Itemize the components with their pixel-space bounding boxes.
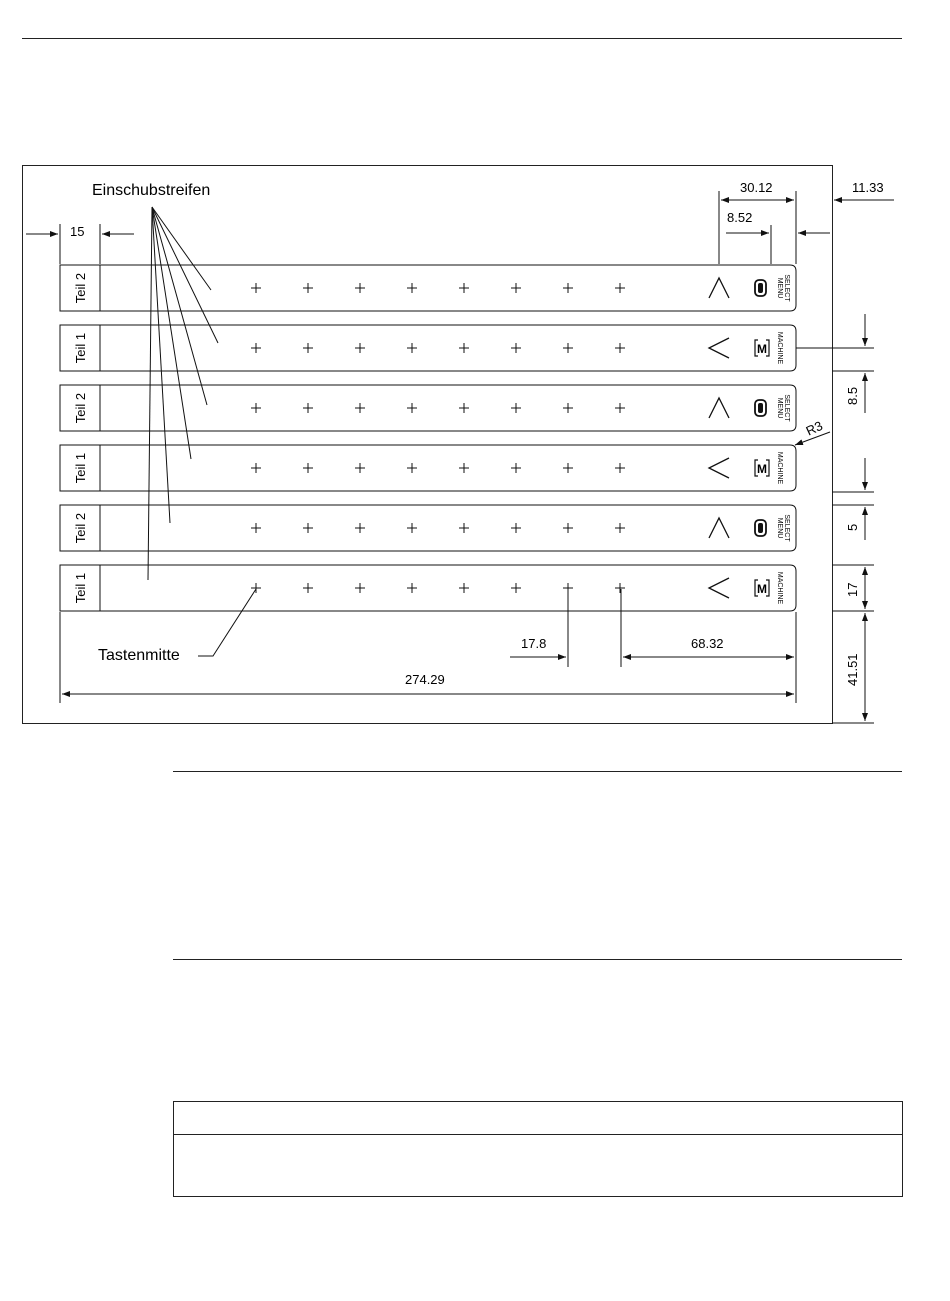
key-center-mark [251,523,261,533]
callout-strip-leaders [148,207,218,580]
strip-outline [60,505,796,551]
key-center-mark [563,463,573,473]
empty-table-header [174,1102,902,1135]
key-center-mark [251,343,261,353]
dim-5-text: 5 [845,523,860,531]
icon-caption: MENU [776,517,783,539]
machine-icon-glyph: M [757,342,767,356]
key-center-mark [355,283,365,293]
strip-label: Teil 1 [73,572,88,604]
callout-key-leader [198,589,256,656]
key-center-mark [615,343,625,353]
dim-17-8-text: 17.8 [521,636,547,651]
key-center-mark [615,283,625,293]
strip [60,385,796,431]
strip [60,445,796,491]
key-center-mark [303,463,313,473]
icon-caption: MACHINE [776,451,783,485]
key-center-mark [355,403,365,413]
callout-strip-label: Einschubstreifen [92,182,211,199]
dim-30-12-text: 30.12 [740,180,773,195]
caret-up-icon [709,518,729,538]
key-center-mark [459,463,469,473]
key-center-mark [407,583,417,593]
dim-11-33-text: 11.33 [852,180,884,195]
menu-select-icon [755,520,766,536]
key-center-mark [303,343,313,353]
icon-caption: MACHINE [776,571,783,605]
dim-15-text: 15 [70,224,85,239]
dim-68-32-text: 68.32 [691,636,724,651]
dim-274-29-text: 274.29 [405,672,445,687]
menu-select-icon [755,280,766,296]
strip-label: Teil 2 [73,392,88,424]
strip-outline [60,325,796,371]
key-center-mark [303,403,313,413]
machine-icon [755,340,769,356]
dim-r3-text: R3 [803,417,825,439]
dim-17-text: 17 [845,582,860,597]
strip-label: Teil 2 [73,272,88,304]
machine-icon [755,460,769,476]
key-center-mark [355,523,365,533]
key-center-mark [459,403,469,413]
callout-key-label: Tastenmitte [98,647,180,664]
icon-caption: MENU [776,397,783,419]
dim-8-52-text: 8.52 [727,210,753,225]
strip-outline [60,565,796,611]
key-center-mark [251,283,261,293]
key-center-mark [615,403,625,413]
key-center-mark [251,463,261,473]
key-center-mark [459,583,469,593]
strip-label: Teil 2 [73,512,88,544]
key-center-mark [407,463,417,473]
key-center-mark [407,283,417,293]
strip-label: Teil 1 [73,332,88,364]
strip [60,505,796,551]
key-center-mark [563,283,573,293]
icon-caption: SELECT [783,274,790,302]
key-center-mark [355,583,365,593]
icon-caption: MACHINE [776,331,783,365]
strip-label: Teil 1 [73,452,88,484]
icon-caption: SELECT [783,514,790,542]
empty-table [173,1101,903,1197]
strip-outline [60,385,796,431]
strip [60,565,796,611]
dim-8-5-text: 8.5 [845,386,860,405]
key-center-mark [511,283,521,293]
caret-up-icon [709,278,729,298]
key-center-mark [563,403,573,413]
key-center-mark [407,523,417,533]
key-center-mark [615,583,625,593]
key-center-mark [355,343,365,353]
section-rule-1 [173,771,902,772]
key-center-mark [563,343,573,353]
caret-left-icon [709,338,729,358]
key-center-mark [303,523,313,533]
machine-icon [755,580,769,596]
key-center-mark [511,463,521,473]
dim-11-33 [798,200,894,233]
menu-select-icon [755,400,766,416]
machine-icon-glyph: M [757,582,767,596]
key-center-mark [355,463,365,473]
icon-caption: MENU [776,277,783,299]
key-center-mark [251,403,261,413]
machine-icon-glyph: M [757,462,767,476]
strips-group [60,265,796,611]
section-rule-2 [173,959,902,960]
caret-left-icon [709,578,729,598]
strip [60,325,796,371]
key-center-mark [511,343,521,353]
key-center-mark [563,523,573,533]
dim-41-51-text: 41.51 [845,653,860,686]
key-center-mark [459,523,469,533]
key-center-mark [303,283,313,293]
caret-up-icon [709,398,729,418]
key-center-mark [459,343,469,353]
key-center-mark [407,343,417,353]
dim-right-verticals [796,314,874,723]
key-center-mark [511,583,521,593]
key-center-mark [511,403,521,413]
dim-8-52 [726,225,771,264]
icon-caption: SELECT [783,394,790,422]
key-center-mark [459,283,469,293]
key-center-mark [407,403,417,413]
key-center-mark [251,583,261,593]
key-center-mark [511,523,521,533]
key-center-mark [303,583,313,593]
caret-left-icon [709,458,729,478]
dim-30-12 [719,191,796,264]
key-center-mark [615,523,625,533]
key-center-mark [615,463,625,473]
strip-outline [60,445,796,491]
